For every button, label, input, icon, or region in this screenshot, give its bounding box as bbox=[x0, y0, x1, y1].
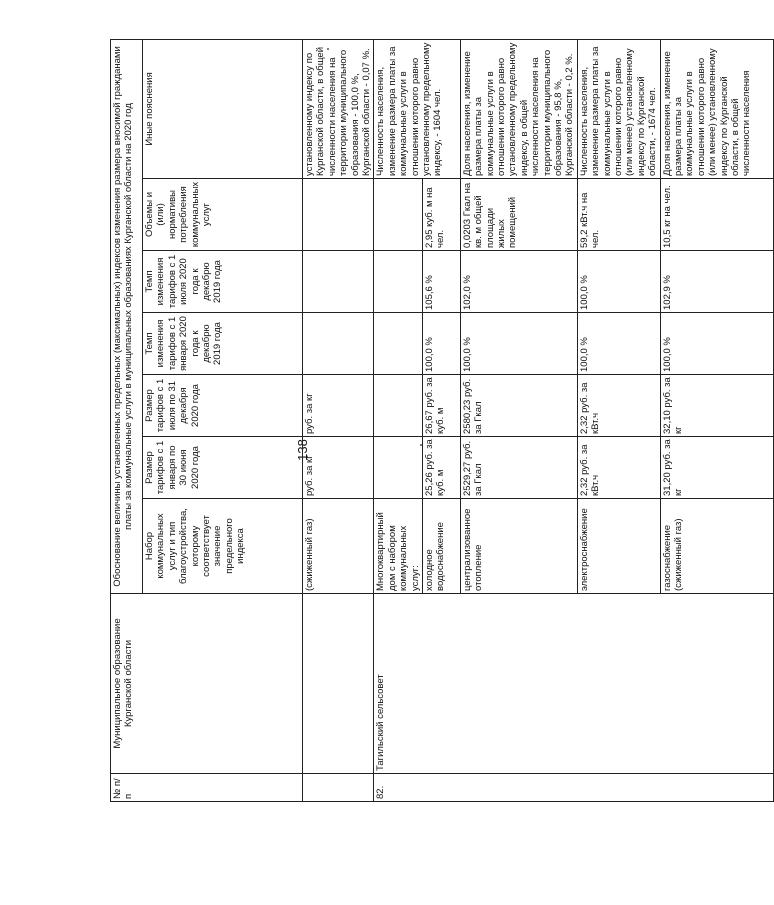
header-tariff-jan: Размер тарифов с 1 января по 30 июня 2020 года bbox=[143, 437, 303, 499]
rate-jan: 100,0 % bbox=[577, 313, 660, 375]
rate-jan: 100,0 % bbox=[422, 313, 460, 375]
cell-empty bbox=[303, 179, 374, 251]
rate-jul: 100,0 % bbox=[577, 251, 660, 313]
table-row bbox=[374, 39, 423, 801]
header-rate-jan: Темп изменения тарифов с 1 января 2020 года к декабрю 2019 года bbox=[143, 313, 303, 375]
volume: 2,95 куб. м на чел. bbox=[422, 179, 460, 251]
volume: 10,5 кг на чел. bbox=[660, 179, 773, 251]
header-rate-jul: Темп изменения тарифов с 1 июля 2020 года к декабрю 2019 года bbox=[143, 251, 303, 313]
cont-tariff-jul: руб. за кг bbox=[303, 375, 374, 437]
tariff-jul: 2,32 руб. за кВт.ч bbox=[577, 375, 660, 437]
header-num: № п/п bbox=[111, 774, 303, 802]
header-municipality: Муниципальное образование Курганской области bbox=[111, 594, 303, 774]
table-caption: Обоснование величины установленных предельных (максимальных) индексов изменения размера вносимой гражданами платы за коммунальные услуги в муниципальных образованиях Курганской области на 2020 год bbox=[111, 39, 143, 593]
tariff-index-table bbox=[110, 39, 774, 802]
service-name: холодное водоснабжение bbox=[422, 499, 460, 594]
header-tariff-jul: Размер тарифов с 1 июля по 31 декабря 2020 года bbox=[143, 375, 303, 437]
cell-empty bbox=[374, 251, 423, 313]
tariff-jul: 2580,23 руб. за Гкал bbox=[460, 375, 577, 437]
cell-empty bbox=[374, 437, 423, 499]
entry-num: 82. bbox=[374, 774, 773, 802]
cell-empty bbox=[303, 313, 374, 375]
tariff-jan: 25,26 руб. за куб. м bbox=[422, 437, 460, 499]
tariff-jan: 31,20 руб. за кг bbox=[660, 437, 773, 499]
volume: 59,2 кВт.ч на чел. bbox=[577, 179, 660, 251]
volume: 0,0203 Гкал на кв. м общей площади жилых помещений bbox=[460, 179, 577, 251]
cell-empty bbox=[374, 179, 423, 251]
cell-empty bbox=[374, 313, 423, 375]
cont-notes: установленному индексу по Курганской области, в общей численности населения на территории муниципального образования - 100,0 %, Курганской области - 0,07 %. bbox=[303, 39, 374, 178]
table-row bbox=[303, 39, 374, 801]
service-name: электроснабжение bbox=[577, 499, 660, 594]
rotated-table-container bbox=[110, 40, 753, 802]
entry-notes-a: Численность населения, изменение размера платы за коммунальные услуги в отношении которого равно установленному предельному индексу, - 1604 чел. bbox=[374, 39, 461, 178]
header-service-set: Набор коммунальных услуг и тип благоустройства, которому соответствует значение предельного индекса bbox=[143, 499, 303, 594]
entry-municipality: Тагильский сельсовет bbox=[374, 594, 773, 774]
cont-tariff-jan: руб. за кг bbox=[303, 437, 374, 499]
cell-empty bbox=[374, 375, 423, 437]
tariff-jul: 26,67 руб. за куб. м bbox=[422, 375, 460, 437]
cont-service: (сжиженный газ) bbox=[303, 499, 374, 594]
rate-jan: 100,0 % bbox=[460, 313, 577, 375]
rate-jul: 102,9 % bbox=[660, 251, 773, 313]
service-name: централизованное отопление bbox=[460, 499, 577, 594]
tariff-jan: 2529,27 руб. за Гкал bbox=[460, 437, 577, 499]
header-notes: Иные пояснения bbox=[143, 39, 303, 178]
cell-empty bbox=[303, 251, 374, 313]
rate-jul: 105,6 % bbox=[422, 251, 460, 313]
header-volumes: Объемы и (или) нормативы потребления коммунальных услуг bbox=[143, 179, 303, 251]
entry-notes-d: Доля населения, изменение размера платы за коммунальные услуги в отношении которого равно (или менее) установленному индексу по Курганской области, в общей численности населения bbox=[660, 39, 773, 178]
cell-empty bbox=[303, 774, 374, 802]
entry-notes-b: Доля населения, изменение размера платы за коммунальные услуги в отношении которого равно установленному предельному индексу, в общей численности населения на территории муниципального образования - 95,8 %, Курганской области - 0,2 %. bbox=[460, 39, 577, 178]
cell-empty bbox=[303, 594, 374, 774]
service-name: газоснабжение (сжиженный газ) bbox=[660, 499, 773, 594]
rate-jul: 102,0 % bbox=[460, 251, 577, 313]
entry-service-set: Многоквартирный дом с набором коммунальных услуг: bbox=[374, 499, 423, 594]
rate-jan: 100,0 % bbox=[660, 313, 773, 375]
tariff-jul: 32,10 руб. за кг bbox=[660, 375, 773, 437]
tariff-jan: 2,32 руб. за кВт.ч bbox=[577, 437, 660, 499]
entry-notes-c: Численность населения, изменение размера платы за коммунальные услуги в отношении которого равно (или менее) установленному индексу по Курганской области, - 1674 чел. bbox=[577, 39, 660, 178]
page-number: 138 bbox=[295, 439, 310, 461]
